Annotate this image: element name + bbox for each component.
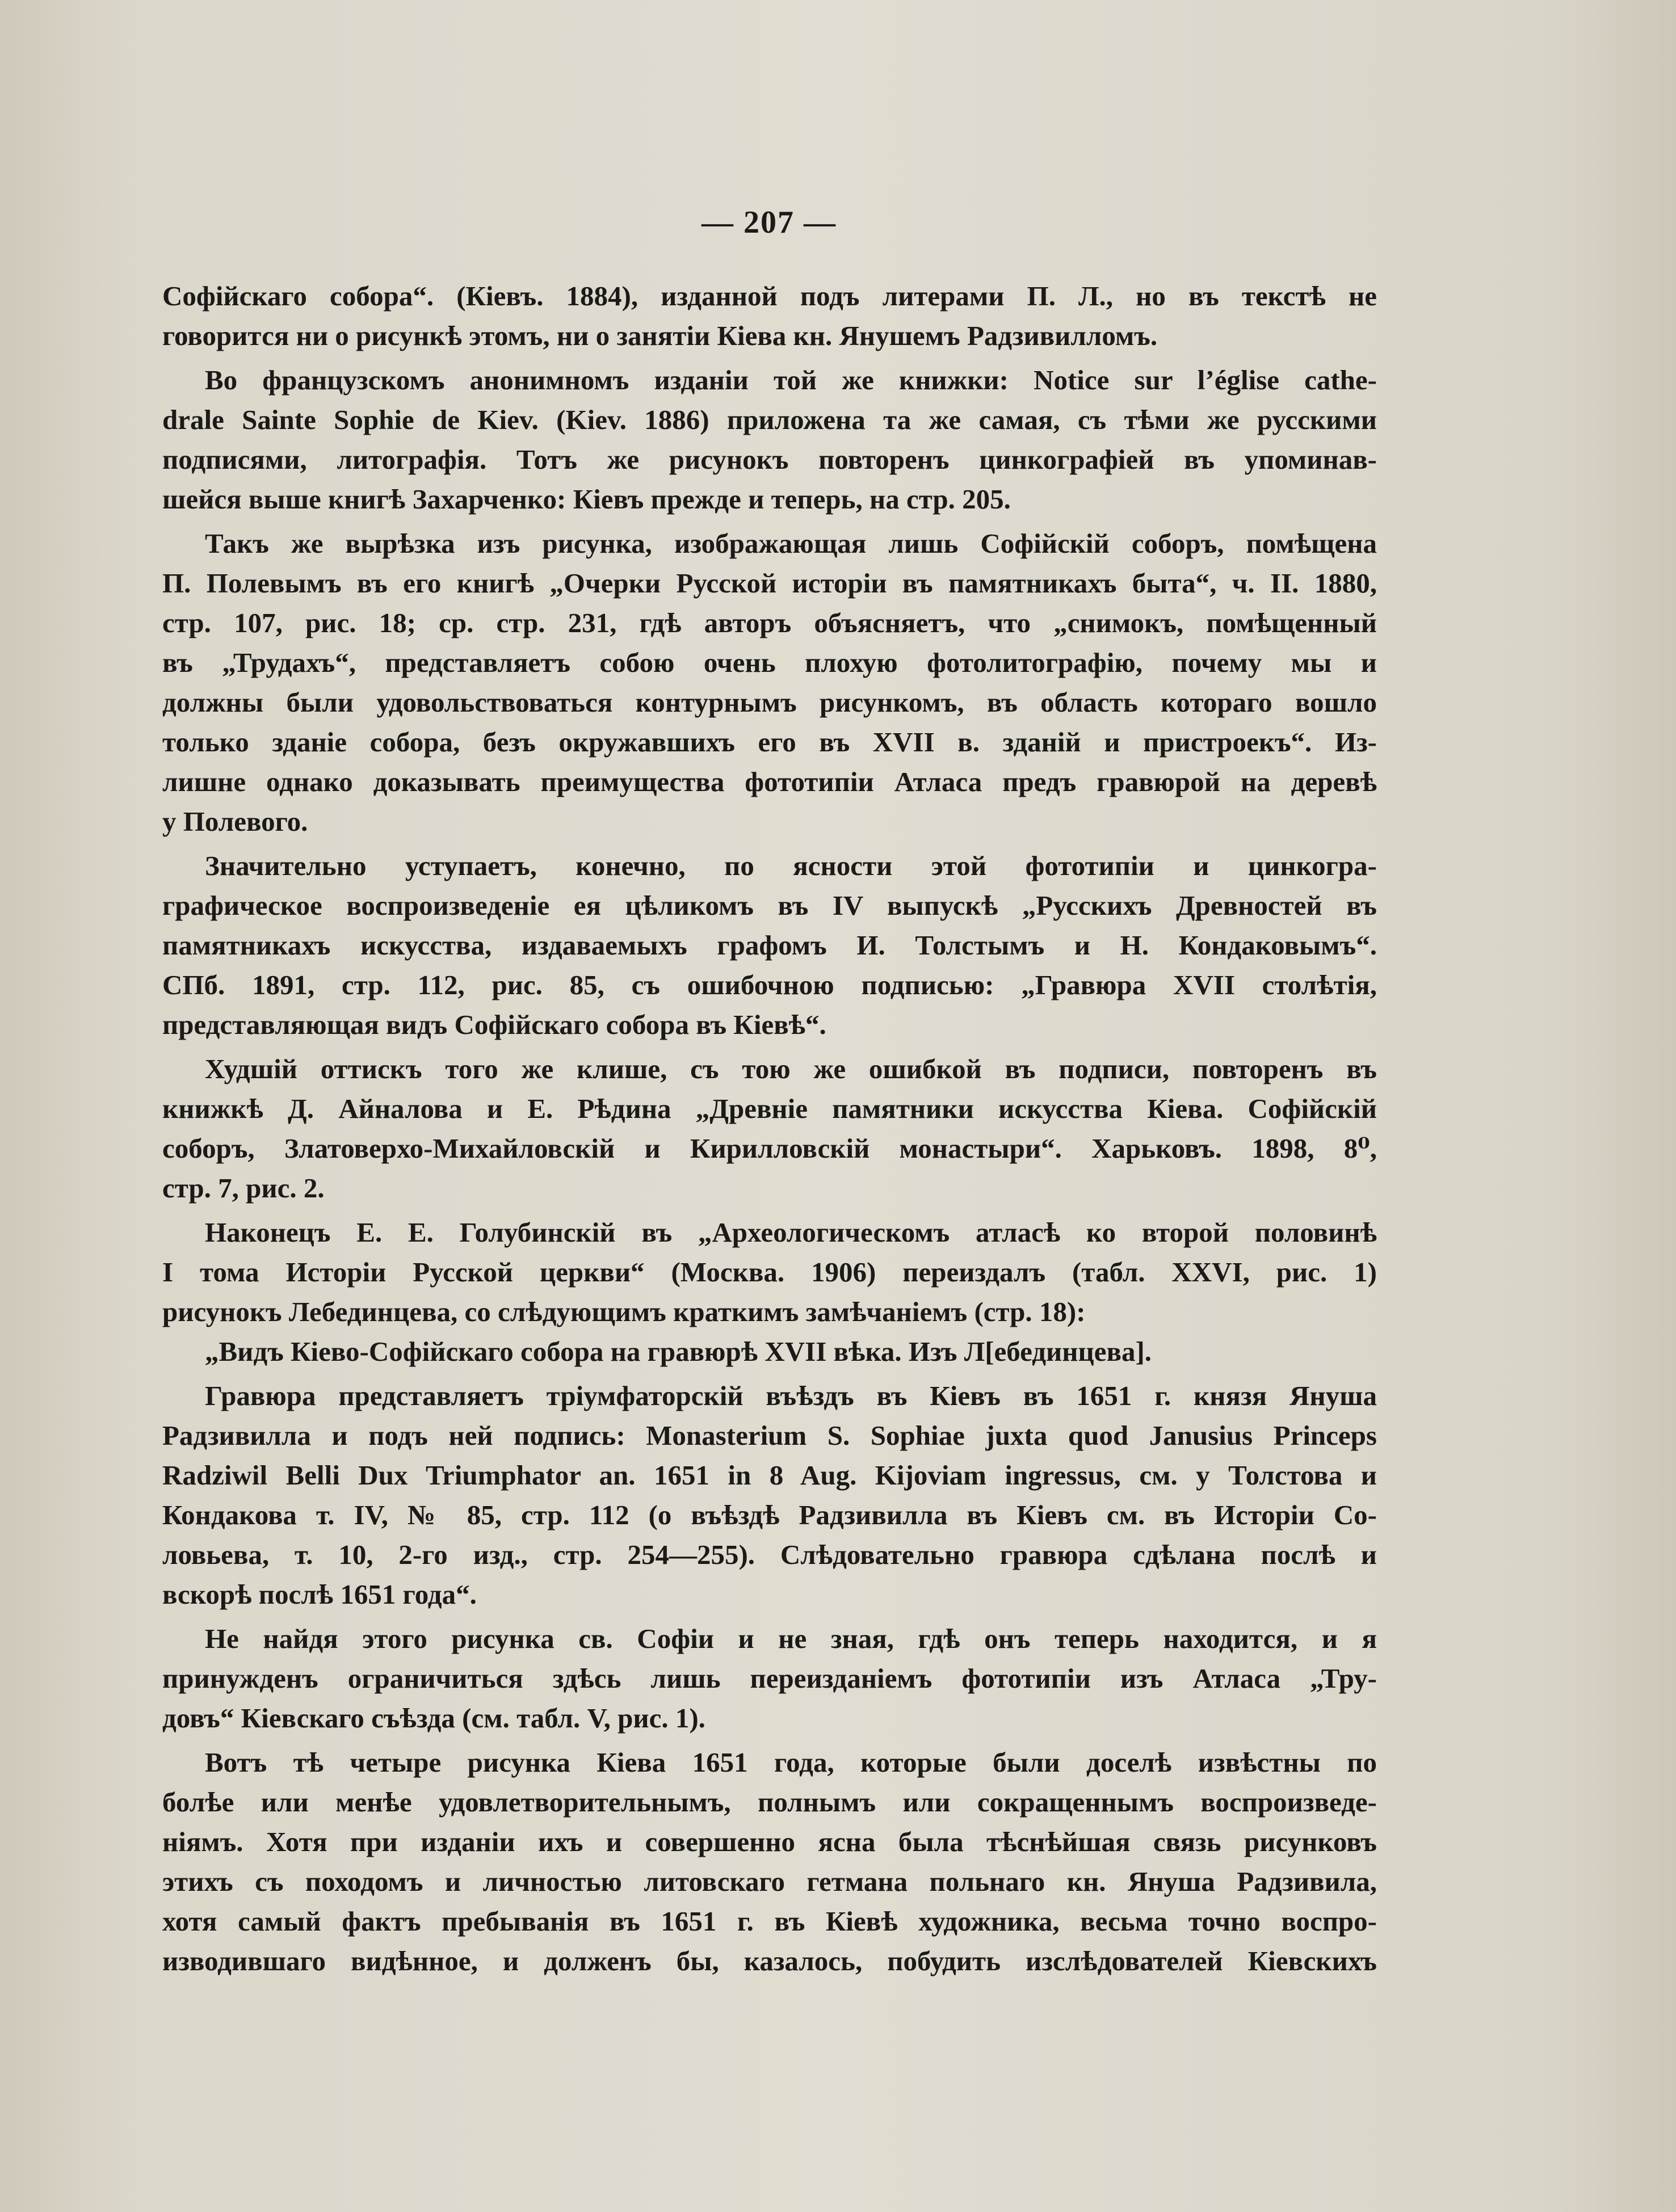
text-line: шейся выше книгѣ Захарченко: Кіевъ прежде и теперь, на стр. 205. [162,483,1011,515]
text-line: Вотъ тѣ четыре рисунка Кіева 1651 года, которые были доселѣ извѣстны по [205,1747,1377,1778]
paragraph [162,1332,1377,1372]
text-line: Кондакова т. IV, № 85, стр. 112 (о въѣздѣ Радзивилла въ Кіевъ см. въ Исторіи Со- [162,1499,1377,1530]
text-line: „Видъ Кіево-Софійскаго собора на гравюрѣ XVII вѣка. Изъ Л[ебединцева]. [205,1336,1152,1367]
paragraph [162,1376,1377,1614]
text-line: Значительно уступаетъ, конечно, по ясности этой фототипіи и цинкогра- [205,850,1377,881]
text-line: говорится ни о рисункѣ этомъ, ни о занятіи Кіева кн. Янушемъ Радзивилломъ. [162,320,1158,351]
text-line: ловьева, т. 10, 2-го изд., стр. 254—255). Слѣдовательно гравюра сдѣлана послѣ и [162,1539,1377,1570]
text-line: Наконецъ Е. Е. Голубинскій въ „Археологическомъ атласѣ ко второй половинѣ [205,1217,1377,1248]
text-line: Такъ же вырѣзка изъ рисунка, изображающая лишь Софійскій соборъ, помѣщена [205,528,1377,559]
text-line: ніямъ. Хотя при изданіи ихъ и совершенно ясна была тѣснѣйшая связь рисунковъ [162,1826,1377,1857]
text-line: рисунокъ Лебединцева, со слѣдующимъ краткимъ замѣчаніемъ (стр. 18): [162,1296,1086,1327]
text-line: стр. 7, рис. 2. [162,1172,325,1204]
text-line: Гравюра представляетъ тріумфаторскій въѣздъ въ Кіевъ въ 1651 г. князя Януша [205,1380,1377,1411]
text-line: Софійскаго собора“. (Кіевъ. 1884), изданной подъ литерами П. Л., но въ текстѣ не [162,280,1377,312]
paragraph [162,524,1377,842]
text-line: должны были удовольствоваться контурнымъ рисункомъ, въ область котораго вошло [162,687,1377,718]
text-line: въ „Трудахъ“, представляетъ собою очень плохую фотолитографію, почему мы и [162,647,1377,678]
text-line: лишне однако доказывать преимущества фототипіи Атласа предъ гравюрой на деревѣ [162,766,1377,797]
text-line: довъ“ Кіевскаго съѣзда (см. табл. V, рис. 1). [162,1702,705,1734]
text-line: только зданіе собора, безъ окружавшихъ его въ XVII в. зданій и пристроекъ“. Из- [162,726,1377,758]
text-line: Radziwil Belli Dux Triumphator an. 1651 in 8 Aug. Kijoviam ingressus, см. у Толстова и [162,1460,1377,1491]
text-line: принужденъ ограничиться здѣсь лишь переизданіемъ фототипіи изъ Атласа „Тру- [162,1663,1377,1694]
text-line: представляющая видъ Софійскаго собора въ Кіевѣ“. [162,1009,826,1040]
page-number: — 207 — [702,205,837,240]
paragraph [162,1619,1377,1738]
text-line: этихъ съ походомъ и личностью литовскаго гетмана польнаго кн. Януша Радзивила, [162,1866,1377,1897]
text-line: drale Sainte Sophie de Kiev. (Kiev. 1886) приложена та же самая, съ тѣми же русскими [162,404,1377,435]
text-line: стр. 107, рис. 18; ср. стр. 231, гдѣ авторъ объясняетъ, что „снимокъ, помѣщенный [162,607,1377,638]
text-line: изводившаго видѣнное, и долженъ бы, казалось, побудить изслѣдователей Кіевскихъ [162,1945,1377,1976]
paragraph [162,1743,1377,1981]
body-text [162,276,1377,1986]
paragraph [162,1213,1377,1332]
text-line: у Полевого. [162,806,308,837]
text-line: графическое воспроизведеніе ея цѣликомъ въ IV выпускѣ „Русскихъ Древностей въ [162,890,1377,921]
paragraph [162,360,1377,519]
paragraph [162,276,1377,356]
text-line: вскорѣ послѣ 1651 года“. [162,1579,477,1610]
text-line: П. Полевымъ въ его книгѣ „Очерки Русской исторіи въ памятникахъ быта“, ч. II. 1880, [162,567,1377,599]
text-line: памятникахъ искусства, издаваемыхъ графомъ И. Толстымъ и Н. Кондаковымъ“. [162,930,1377,961]
text-line: I тома Исторіи Русской церкви“ (Москва. 1906) переиздалъ (табл. XXVI, рис. 1) [162,1256,1377,1288]
text-line: СПб. 1891, стр. 112, рис. 85, съ ошибочною подписью: „Гравюра XVII столѣтія, [162,969,1377,1000]
paragraph [162,846,1377,1045]
text-line: Худшій оттискъ того же клише, съ тою же ошибкой въ подписи, повторенъ въ [205,1053,1377,1084]
text-line: хотя самый фактъ пребыванія въ 1651 г. въ Кіевѣ художника, весьма точно воспро- [162,1906,1377,1937]
text-line: книжкѣ Д. Айналова и Е. Рѣдина „Древніе памятники искусства Кіева. Софійскій [162,1093,1377,1124]
paragraph [162,1049,1377,1208]
text-line: подписями, литографія. Тотъ же рисунокъ повторенъ цинкографіей въ упоминав- [162,444,1377,475]
text-line: Не найдя этого рисунка св. Софіи и не зная, гдѣ онъ теперь находится, и я [205,1623,1377,1654]
text-line: болѣе или менѣе удовлетворительнымъ, полнымъ или сокращеннымъ воспроизведе- [162,1786,1377,1818]
text-line: Во французскомъ анонимномъ изданіи той же книжки: Notice sur l’église cathe- [205,364,1377,396]
text-line: Радзивилла и подъ ней подпись: Monasterium S. Sophiae juxta quod Janusius Princeps [162,1420,1377,1451]
text-line: соборъ, Златоверхо-Михайловскій и Кирилловскій монастыри“. Харьковъ. 1898, 8⁰, [162,1133,1377,1164]
